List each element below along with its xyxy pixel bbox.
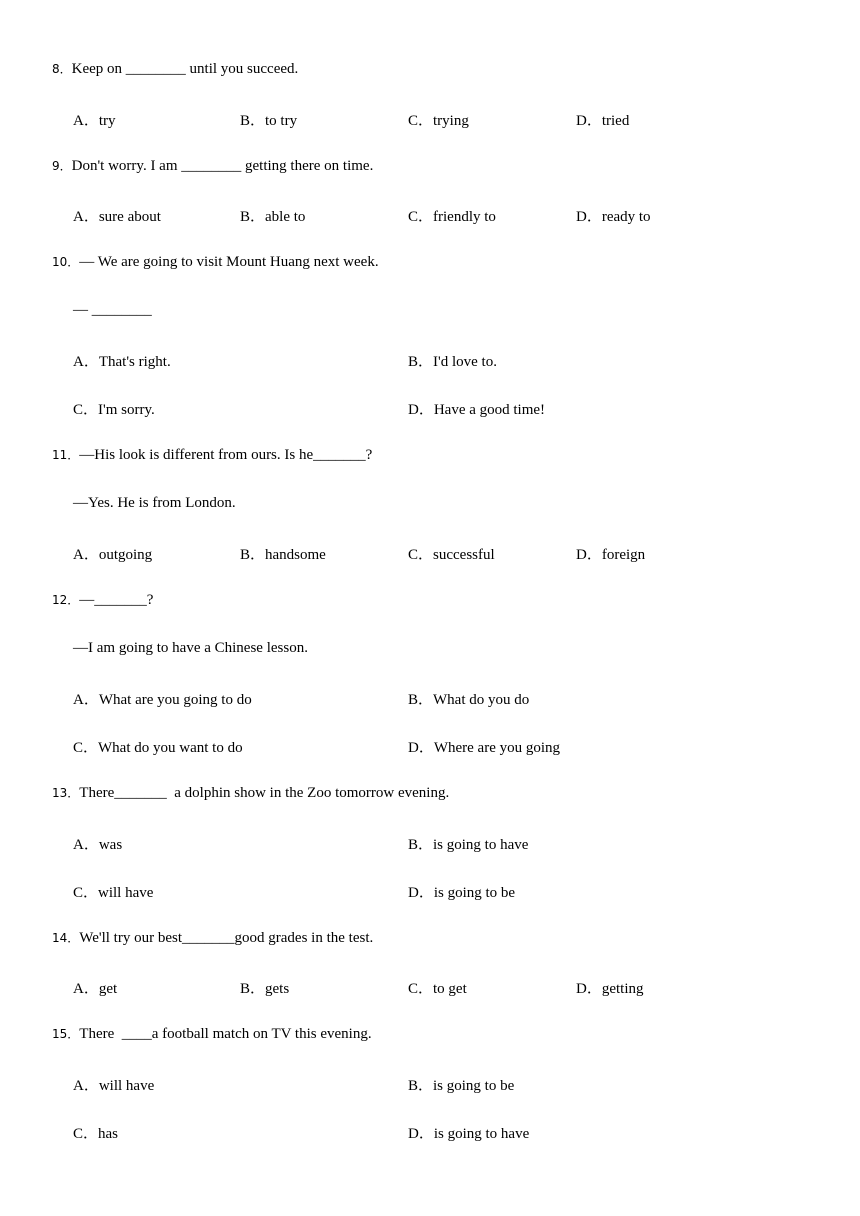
question-14 [52, 929, 373, 947]
option-a[interactable]: A．outgoing [73, 547, 153, 563]
question-15 [52, 1025, 372, 1043]
question-stem-end: ? [146, 592, 154, 608]
question-stem-end: getting there on time. [241, 158, 374, 174]
answer-blank: _______ [182, 930, 235, 946]
answer-blank: _______ [114, 785, 167, 801]
option-d[interactable]: D．tried [576, 113, 630, 129]
option-b[interactable]: B．is going to be [408, 1078, 515, 1094]
option-b[interactable]: B．is going to have [408, 837, 529, 853]
question-stem: There [79, 1026, 122, 1042]
option-a[interactable]: A．was [73, 837, 123, 853]
question-stem: — We are going to visit Mount Huang next week. [79, 254, 379, 270]
question-number: 10． [52, 255, 80, 269]
option-d[interactable]: D．ready to [576, 209, 651, 225]
question-9 [52, 157, 373, 175]
question-stem: —His look is different from ours. Is he [79, 447, 314, 463]
question-stem: We'll try our best [79, 930, 183, 946]
option-b[interactable]: B．to try [240, 113, 298, 129]
option-d[interactable]: D．is going to have [408, 1126, 530, 1142]
question-8 [52, 60, 298, 78]
option-a[interactable]: A．get [73, 981, 118, 997]
question-number: 14． [52, 931, 80, 945]
option-b[interactable]: B．able to [240, 209, 306, 225]
question-stem-end: ? [365, 447, 373, 463]
option-c[interactable]: C．will have [73, 885, 154, 901]
option-c[interactable]: C．to get [408, 981, 467, 997]
question-13 [52, 784, 449, 802]
dialogue-reply: —Yes. He is from London. [73, 495, 236, 511]
option-c[interactable]: C．friendly to [408, 209, 496, 225]
option-c[interactable]: C．What do you want to do [73, 740, 243, 756]
option-d[interactable]: D．foreign [576, 547, 646, 563]
option-a[interactable]: A．What are you going to do [73, 692, 252, 708]
question-number: 13． [52, 786, 80, 800]
question-stem: There [79, 785, 115, 801]
question-stem: Keep on [71, 61, 126, 77]
question-number: 12． [52, 593, 80, 607]
answer-blank: ____ [121, 1026, 152, 1042]
question-stem: Don't worry. I am [71, 158, 182, 174]
dialogue-reply: — ________ [73, 302, 152, 318]
option-a[interactable]: A．will have [73, 1078, 155, 1094]
question-12 [52, 591, 153, 609]
question-number: 11． [52, 448, 80, 462]
option-d[interactable]: D．is going to be [408, 885, 516, 901]
option-d[interactable]: D．Have a good time! [408, 402, 546, 418]
option-c[interactable]: C．trying [408, 113, 469, 129]
question-number: 9． [52, 159, 72, 173]
answer-blank: _______ [313, 447, 366, 463]
question-stem-end: a dolphin show in the Zoo tomorrow evening. [166, 785, 450, 801]
question-number: 15． [52, 1027, 80, 1041]
option-c[interactable]: C．has [73, 1126, 119, 1142]
option-a[interactable]: A．sure about [73, 209, 161, 225]
option-c[interactable]: C．successful [408, 547, 495, 563]
answer-blank: _______ [94, 592, 147, 608]
option-d[interactable]: D．getting [576, 981, 644, 997]
question-11 [52, 446, 372, 464]
option-b[interactable]: B．gets [240, 981, 290, 997]
question-stem-end: a football match on TV this evening. [151, 1026, 372, 1042]
question-number: 8． [52, 62, 72, 76]
option-b[interactable]: B．What do you do [408, 692, 530, 708]
answer-blank: ________ [125, 61, 186, 77]
question-stem-end: until you succeed. [185, 61, 299, 77]
dialogue-reply: —I am going to have a Chinese lesson. [73, 640, 308, 656]
question-stem: — [79, 592, 95, 608]
option-b[interactable]: B．handsome [240, 547, 326, 563]
question-10 [52, 253, 379, 271]
option-a[interactable]: A．try [73, 113, 116, 129]
option-c[interactable]: C．I'm sorry. [73, 402, 155, 418]
question-stem-end: good grades in the test. [234, 930, 374, 946]
option-b[interactable]: B．I'd love to. [408, 354, 497, 370]
option-a[interactable]: A．That's right. [73, 354, 171, 370]
answer-blank: ________ [181, 158, 242, 174]
option-d[interactable]: D．Where are you going [408, 740, 561, 756]
